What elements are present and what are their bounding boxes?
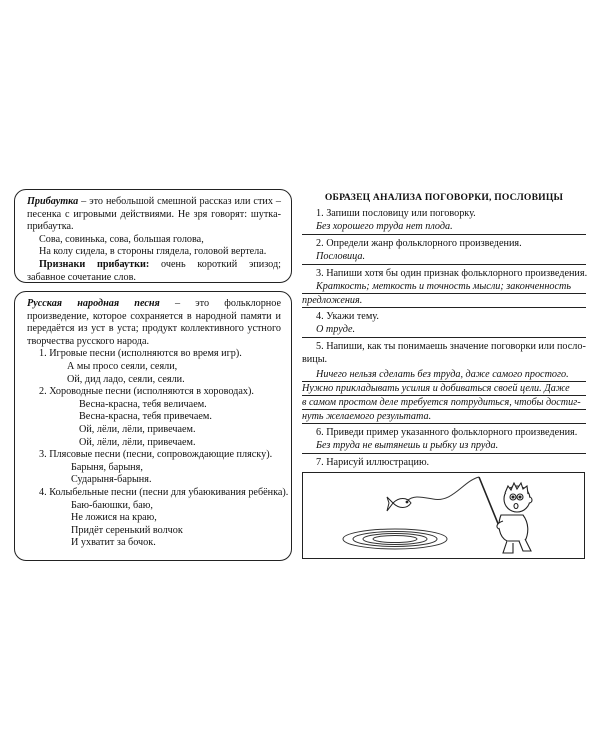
song-category-3: 3. Плясовые песни (песни, сопровождающие пляску). xyxy=(39,449,273,461)
song-line: Барыня, барыня, xyxy=(71,461,143,473)
question-7: 7. Нарисуй иллюстрацию. xyxy=(316,457,430,468)
song-line: Придёт серенький волчок xyxy=(71,524,183,536)
song-category-1: 1. Игровые песни (исполняются во время игр). xyxy=(39,348,242,360)
song-line: Ой, лёли, лёли, привечаем. xyxy=(79,436,196,448)
song-line: Баю-баюшки, баю, xyxy=(71,499,153,511)
question-6: 6. Приведи пример указанного фольклорного произведения. xyxy=(316,427,578,438)
answer-3 xyxy=(302,280,586,308)
answer-5-line: Ничего нельзя сделать без труда, даже самого простого. xyxy=(302,368,586,382)
pribautka-signs-label: Признаки прибаутки: xyxy=(39,258,150,270)
pribautka-poem-line: Сова, совинька, сова, большая голова, xyxy=(39,233,204,245)
pribautka-poem-line: На колу сидела, в стороны глядела, головой вертела. xyxy=(39,246,267,258)
song-line: Ой, дид ладо, сеяли, сеяли. xyxy=(67,373,185,385)
question-5-cont: вицы. xyxy=(302,354,328,365)
answer-2: Пословица. xyxy=(302,250,586,265)
answer-5-line: Нужно прикладывать усилия и добиваться своей цели. Даже xyxy=(302,382,586,396)
question-1: 1. Запиши пословицу или поговорку. xyxy=(316,208,476,219)
pribautka-definition-text: – это небольшой смешной рассказ или стих – песенка с игровыми действиями. Не зря говорят: шутка-прибаутка. xyxy=(27,196,281,233)
pribautka-signs-text: очень короткий эпизод; забавное сочетание слов. xyxy=(27,258,281,283)
song-line: А мы просо сеяли, сеяли, xyxy=(67,360,178,372)
song-category-4: 4. Колыбельные песни (песни для убаюкивания ребёнка). xyxy=(39,486,289,498)
answer-5 xyxy=(302,368,586,424)
song-line: Не ложися на краю, xyxy=(71,512,157,524)
answer-3-line: Краткость; меткость и точность мысли; законченность xyxy=(302,280,586,294)
question-2: 2. Определи жанр фольклорного произведения. xyxy=(316,238,522,249)
song-term: Русская народная песня xyxy=(27,298,160,309)
answer-4: О труде. xyxy=(302,323,586,338)
pribautka-term: Прибаутка xyxy=(27,196,79,207)
answer-5-line: нуть желаемого результата. xyxy=(302,410,586,424)
fishing-rod-icon xyxy=(479,477,501,531)
pond-icon xyxy=(343,529,447,549)
pribautka-definition xyxy=(27,196,281,234)
pribautka-signs xyxy=(27,259,281,284)
song-line: И ухватит за бочок. xyxy=(71,537,156,549)
song-line: Весна-красна, тебя привечаем. xyxy=(79,411,212,423)
song-definition xyxy=(27,298,281,348)
song-definition-text: – это фольклорное произведение, которое сохраняется в народной памяти и передаётся из уст в уста; продукт коллективного устного творчества русского народа. xyxy=(27,298,281,347)
pribautka-box xyxy=(14,189,292,283)
analysis-title: ОБРАЗЕЦ АНАЛИЗА ПОГОВОРКИ, ПОСЛОВИЦЫ xyxy=(324,192,564,203)
song-category-2: 2. Хороводные песни (исполняются в хороводах). xyxy=(39,386,254,398)
folk-song-box xyxy=(14,291,292,561)
question-4: 4. Укажи тему. xyxy=(316,311,379,322)
fish-icon xyxy=(387,497,411,511)
analysis-sample xyxy=(302,191,586,469)
question-5: 5. Напиши, как ты понимаешь значение поговорки или посло- xyxy=(316,341,586,352)
illustration-box xyxy=(302,472,585,559)
song-line: Весна-красна, тебя величаем. xyxy=(79,398,207,410)
boy-icon xyxy=(497,483,532,553)
answer-3-line: предложения. xyxy=(302,294,586,308)
song-line: Сударыня-барыня. xyxy=(71,474,152,486)
boy-fishing-illustration xyxy=(303,473,584,558)
answer-5-line: в самом простом деле требуется потрудиться, чтобы достиг- xyxy=(302,396,586,410)
answer-6: Без труда не вытянешь и рыбку из пруда. xyxy=(302,439,586,454)
song-line: Ой, лёли, лёли, привечаем. xyxy=(79,423,196,435)
question-3: 3. Напиши хотя бы один признак фольклорного произведения. xyxy=(316,268,588,279)
answer-1: Без хорошего труда нет плода. xyxy=(302,220,586,235)
fishing-line-icon xyxy=(407,477,479,501)
